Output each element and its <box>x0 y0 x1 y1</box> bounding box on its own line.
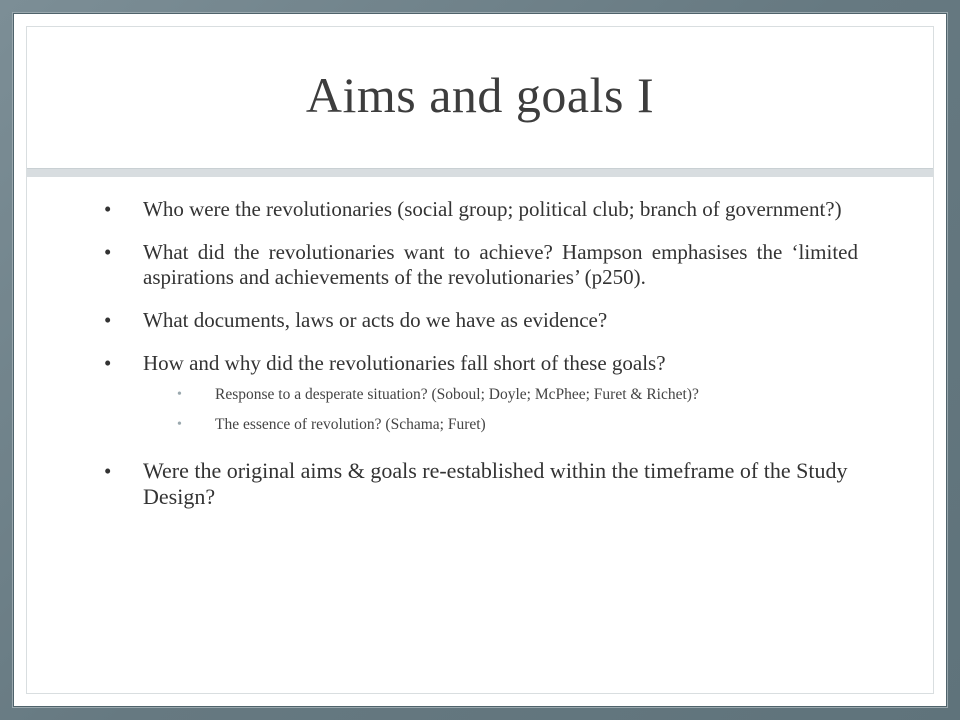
bullet-item <box>100 308 858 333</box>
slide-title: Aims and goals I <box>305 67 655 123</box>
sub-bullet-marker: • <box>177 417 182 432</box>
bullet-item <box>100 197 858 222</box>
sub-bullet-item <box>100 385 858 404</box>
bullet-marker: • <box>104 351 112 375</box>
bullet-item <box>100 240 858 290</box>
bullet-marker: • <box>104 308 112 332</box>
sub-bullet-text: Response to a desperate situation? (Soboul; Doyle; McPhee; Furet & Richet)? <box>215 386 699 403</box>
sub-bullet-item <box>100 415 858 434</box>
bullet-text: Who were the revolutionaries (social group; political club; branch of government?) <box>143 197 842 221</box>
bullet-text: How and why did the revolutionaries fall short of these goals? <box>143 351 666 375</box>
sub-bullet-text: The essence of revolution? (Schama; Furet) <box>215 416 486 433</box>
bullet-item <box>100 458 858 510</box>
sub-bullet-marker: • <box>177 387 182 402</box>
bullet-marker: • <box>104 197 112 221</box>
bullet-marker: • <box>104 240 112 264</box>
bullet-text: Were the original aims & goals re-established within the timeframe of the Study Design? <box>143 458 848 509</box>
bullet-marker: • <box>104 459 112 483</box>
slide-body <box>100 197 858 528</box>
bullet-text: What documents, laws or acts do we have as evidence? <box>143 308 608 332</box>
title-divider <box>27 168 933 177</box>
sub-bullet-list <box>100 385 858 434</box>
bullet-item <box>100 351 858 376</box>
bullet-text: What did the revolutionaries want to achieve? Hampson emphasises the ‘limited aspirations and achievements of the revolutionaries’ (p250). <box>143 240 858 289</box>
